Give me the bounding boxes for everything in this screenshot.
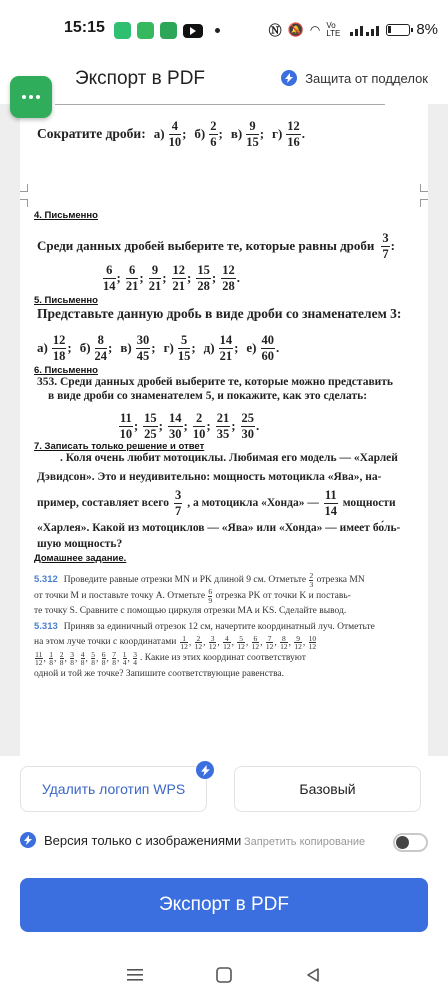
pdf-page <box>20 104 428 756</box>
chat-app-icon <box>160 22 177 39</box>
coordinate-fractions-row2: $\frac{11}{12}$ , $\frac{1}{8}$ , $\frac{2}{8}$ , $\frac{3}{8}$ , $\frac{4}{8}$ , $\frac{5}{8}$ , $\frac{6}{8}$ , $\frac{7}{8}$ , $\frac{1}{4}$ , $\frac{3}{4}$ <box>35 649 137 668</box>
status-right <box>269 20 438 39</box>
fraction: $\frac{11}{12}$ <box>35 649 43 668</box>
option-label: в) <box>230 126 243 141</box>
battery-label: 8% <box>416 21 438 38</box>
basic-option-button[interactable] <box>234 766 421 812</box>
fraction: $\frac{3}{7}$ <box>382 231 389 261</box>
task-4-text: Среди данных дробей выберите те, которые равны дроби $\frac{3}{7}$ : <box>37 231 395 261</box>
crop-mark <box>420 199 428 207</box>
task-7-label: 7. Записать только решение и ответ <box>34 441 205 452</box>
anti-forgery-button[interactable] <box>281 70 428 86</box>
fraction: $\frac{1}{4}$ <box>122 649 127 668</box>
fraction: $\frac{10}{12}$ <box>308 633 317 652</box>
task-5-label: 5. Письменно <box>34 295 98 306</box>
fraction: $\frac{2}{6}$ <box>210 119 217 149</box>
fraction: $\frac{5}{8}$ <box>91 649 95 668</box>
task-7-line3: пример, составляет всего $\frac{3}{7}$ , а мотоцикла «Хонда» — $\frac{11}{14}$ мощности <box>37 488 396 518</box>
fraction: $\frac{6}{12}$ <box>251 633 260 652</box>
task-7-line4: «Харлея». Какой из мотоциклов — «Ява» или «Хонда» — имеет бо́ль- <box>37 522 401 534</box>
fraction: $\frac{3}{4}$ <box>133 649 137 668</box>
back-icon[interactable] <box>303 965 323 985</box>
option-label: б) <box>194 126 206 141</box>
network-label: Vo LTE <box>326 20 341 38</box>
task-6-fractions: $\frac{11}{10}$ ; $\frac{15}{25}$ ; $\frac{14}{30}$ ; $\frac{2}{10}$ ; $\frac{21}{35}$ ; $\frac{25}{30}$ . <box>119 411 260 441</box>
fraction: $\frac{7}{12}$ <box>265 633 274 652</box>
status-app-icons <box>114 22 220 39</box>
task-5-question: Представьте данную дробь в виде дроби со знаменателем 3: <box>37 306 402 321</box>
image-only-label: Версия только с изображениями <box>44 832 242 848</box>
fraction: $\frac{8}{12}$ <box>280 633 288 652</box>
crop-mark <box>420 184 428 192</box>
task-7-line5: шую мощность? <box>37 538 123 550</box>
fraction: $\frac{4}{8}$ <box>80 649 85 668</box>
export-pdf-label: Экспорт в PDF <box>158 894 290 915</box>
homework-label: Домашнее задание. <box>34 553 127 564</box>
task-6-question-line1: 353. Среди данных дробей выберите те, которые можно представить <box>37 376 394 388</box>
grid-app-icon <box>137 22 154 39</box>
pdf-preview-area[interactable] <box>0 104 448 756</box>
anti-forgery-label: Защита от подделок <box>305 70 428 86</box>
mute-icon: 🔕 <box>287 21 304 37</box>
lightning-icon <box>20 832 36 848</box>
remove-wps-logo-label: Удалить логотип WPS <box>41 781 186 797</box>
export-pdf-button[interactable] <box>20 878 428 932</box>
task-7-line1: . Коля очень любит мотоциклы. Любимая его модель — «Харлей <box>60 452 398 464</box>
task-4-question: Среди данных дробей выберите те, которые равны дроби <box>37 238 375 253</box>
home-icon[interactable] <box>214 965 234 985</box>
task-5-fractions: а) $\frac{12}{18}$ ; б) $\frac{8}{24}$ ; в) $\frac{30}{45}$ ; г) $\frac{5}{15}$ ; д) $\frac{14}{21}$ ; е) $\frac{40}{60}$ . <box>37 333 280 363</box>
fraction: $\frac{7}{8}$ <box>112 649 116 668</box>
dot-icon <box>215 28 220 33</box>
page-title: Экспорт в PDF <box>75 68 206 89</box>
task-7-line2: Дэвидсон». Это и неудивительно: мощность мотоцикла «Ява», на- <box>37 471 382 483</box>
image-only-toggle[interactable] <box>393 833 428 852</box>
fraction: $\frac{4}{10}$ <box>168 119 182 149</box>
app-header <box>0 56 448 104</box>
menu-icon[interactable] <box>125 965 145 985</box>
fraction: $\frac{3}{8}$ <box>70 649 74 668</box>
fraction: $\frac{5}{12}$ <box>237 633 245 652</box>
keypad-app-icon <box>114 22 131 39</box>
task-6-label: 6. Письменно <box>34 365 98 376</box>
remove-wps-logo-button[interactable] <box>20 766 207 812</box>
dot-icon <box>36 95 40 99</box>
fraction: $\frac{2}{8}$ <box>59 649 64 668</box>
signal-icon <box>350 24 380 36</box>
problem-5-313: 5.313 Приняв за единичный отрезок 12 см, начертите координатный луч. Отметьте на этом луче точки с координатами $\frac{1}{12}$ , $\frac{2}{12}$ , $\frac{3}{12}$ , $\frac{4}{12}$ , $\frac{5}{12}$ , $\frac{6}{12}$ , $\frac{7}{12}$ , $\frac{8}{12}$ , $\frac{9}{12}$ , $\frac{10}{12}$ $\frac{11}{12}$ , $\frac{1}{8}$ , $\frac{2}{8}$ , $\frac{3}{8}$ , $\frac{4}{8}$ , $\frac{5}{8}$ , $\frac{6}{8}$ , $\frac{7}{8}$ , $\frac{1}{4}$ , $\frac{3}{4}$ . Какие из этих координат соответствуют одной и той же точке? Запишите соответствующие равенства. <box>34 621 375 679</box>
crop-mark <box>20 184 28 192</box>
task-6-question-line2: в виде дроби со знаменателем 5, и покажите, как это сделать: <box>48 390 368 402</box>
dot-icon <box>29 95 33 99</box>
option-label: а) <box>153 126 165 141</box>
fraction: $\frac{9}{12}$ <box>294 633 302 652</box>
option-label: г) <box>272 126 283 141</box>
crop-mark <box>20 199 28 207</box>
reduce-fractions-text: Сократите дроби: <box>37 126 146 141</box>
fraction: $\frac{1}{12}$ <box>180 633 188 652</box>
basic-option-label: Базовый <box>299 781 356 797</box>
image-only-option <box>20 832 241 848</box>
fraction: $\frac{4}{12}$ <box>223 633 231 652</box>
battery-icon <box>386 24 410 36</box>
more-menu-button[interactable] <box>10 76 52 118</box>
lightning-icon <box>281 70 297 86</box>
problem-5-312: 5.312 Проведите равные отрезки MN и PK длиной 9 см. Отметьте $\frac{2}{3}$ отрезка MN от точки M и поставьте точку A. Отметьте $\frac{6}{9}$ отрезка PK от точки K и поставь- те точку S. Сравните с помощью циркуля отрезки MA и KS. Сделайте вывод. <box>34 571 365 616</box>
fraction: $\frac{2}{12}$ <box>194 633 203 652</box>
dot-icon <box>22 95 26 99</box>
system-nav-bar <box>0 950 448 1000</box>
status-bar <box>0 0 448 56</box>
task-4-label: 4. Письменно <box>34 210 98 221</box>
no-copy-label: Запретить копирование <box>244 836 366 848</box>
wifi-icon: ◠ <box>309 22 321 37</box>
fraction: $\frac{12}{16}$ <box>287 119 300 149</box>
fraction: $\frac{1}{8}$ <box>49 649 53 668</box>
reduce-fractions-line: Сократите дроби: а) $\frac{4}{10}$ ; б) $\frac{2}{6}$ ; в) $\frac{9}{15}$ ; г) $\frac{12}{16}$ . <box>37 119 306 149</box>
coordinate-fractions-row1: $\frac{1}{12}$ , $\frac{2}{12}$ , $\frac{3}{12}$ , $\frac{4}{12}$ , $\frac{5}{12}$ , $\frac{6}{12}$ , $\frac{7}{12}$ , $\frac{8}{12}$ , $\frac{9}{12}$ , $\frac{10}{12}$ <box>180 633 317 652</box>
status-time: 15:15 <box>64 19 105 36</box>
task-4-fractions: $\frac{6}{14}$ ; $\frac{6}{21}$ ; $\frac{9}{21}$ ; $\frac{12}{21}$ ; $\frac{15}{28}$ ; $\frac{12}{28}$ . <box>103 263 240 293</box>
fraction: $\frac{6}{8}$ <box>101 649 106 668</box>
page-top-line <box>55 104 385 106</box>
fraction: $\frac{9}{15}$ <box>246 119 259 149</box>
nfc-icon: Ⓝ <box>268 23 282 38</box>
fraction: $\frac{3}{12}$ <box>208 633 217 652</box>
premium-badge-icon <box>196 761 214 779</box>
youtube-icon <box>183 24 203 38</box>
